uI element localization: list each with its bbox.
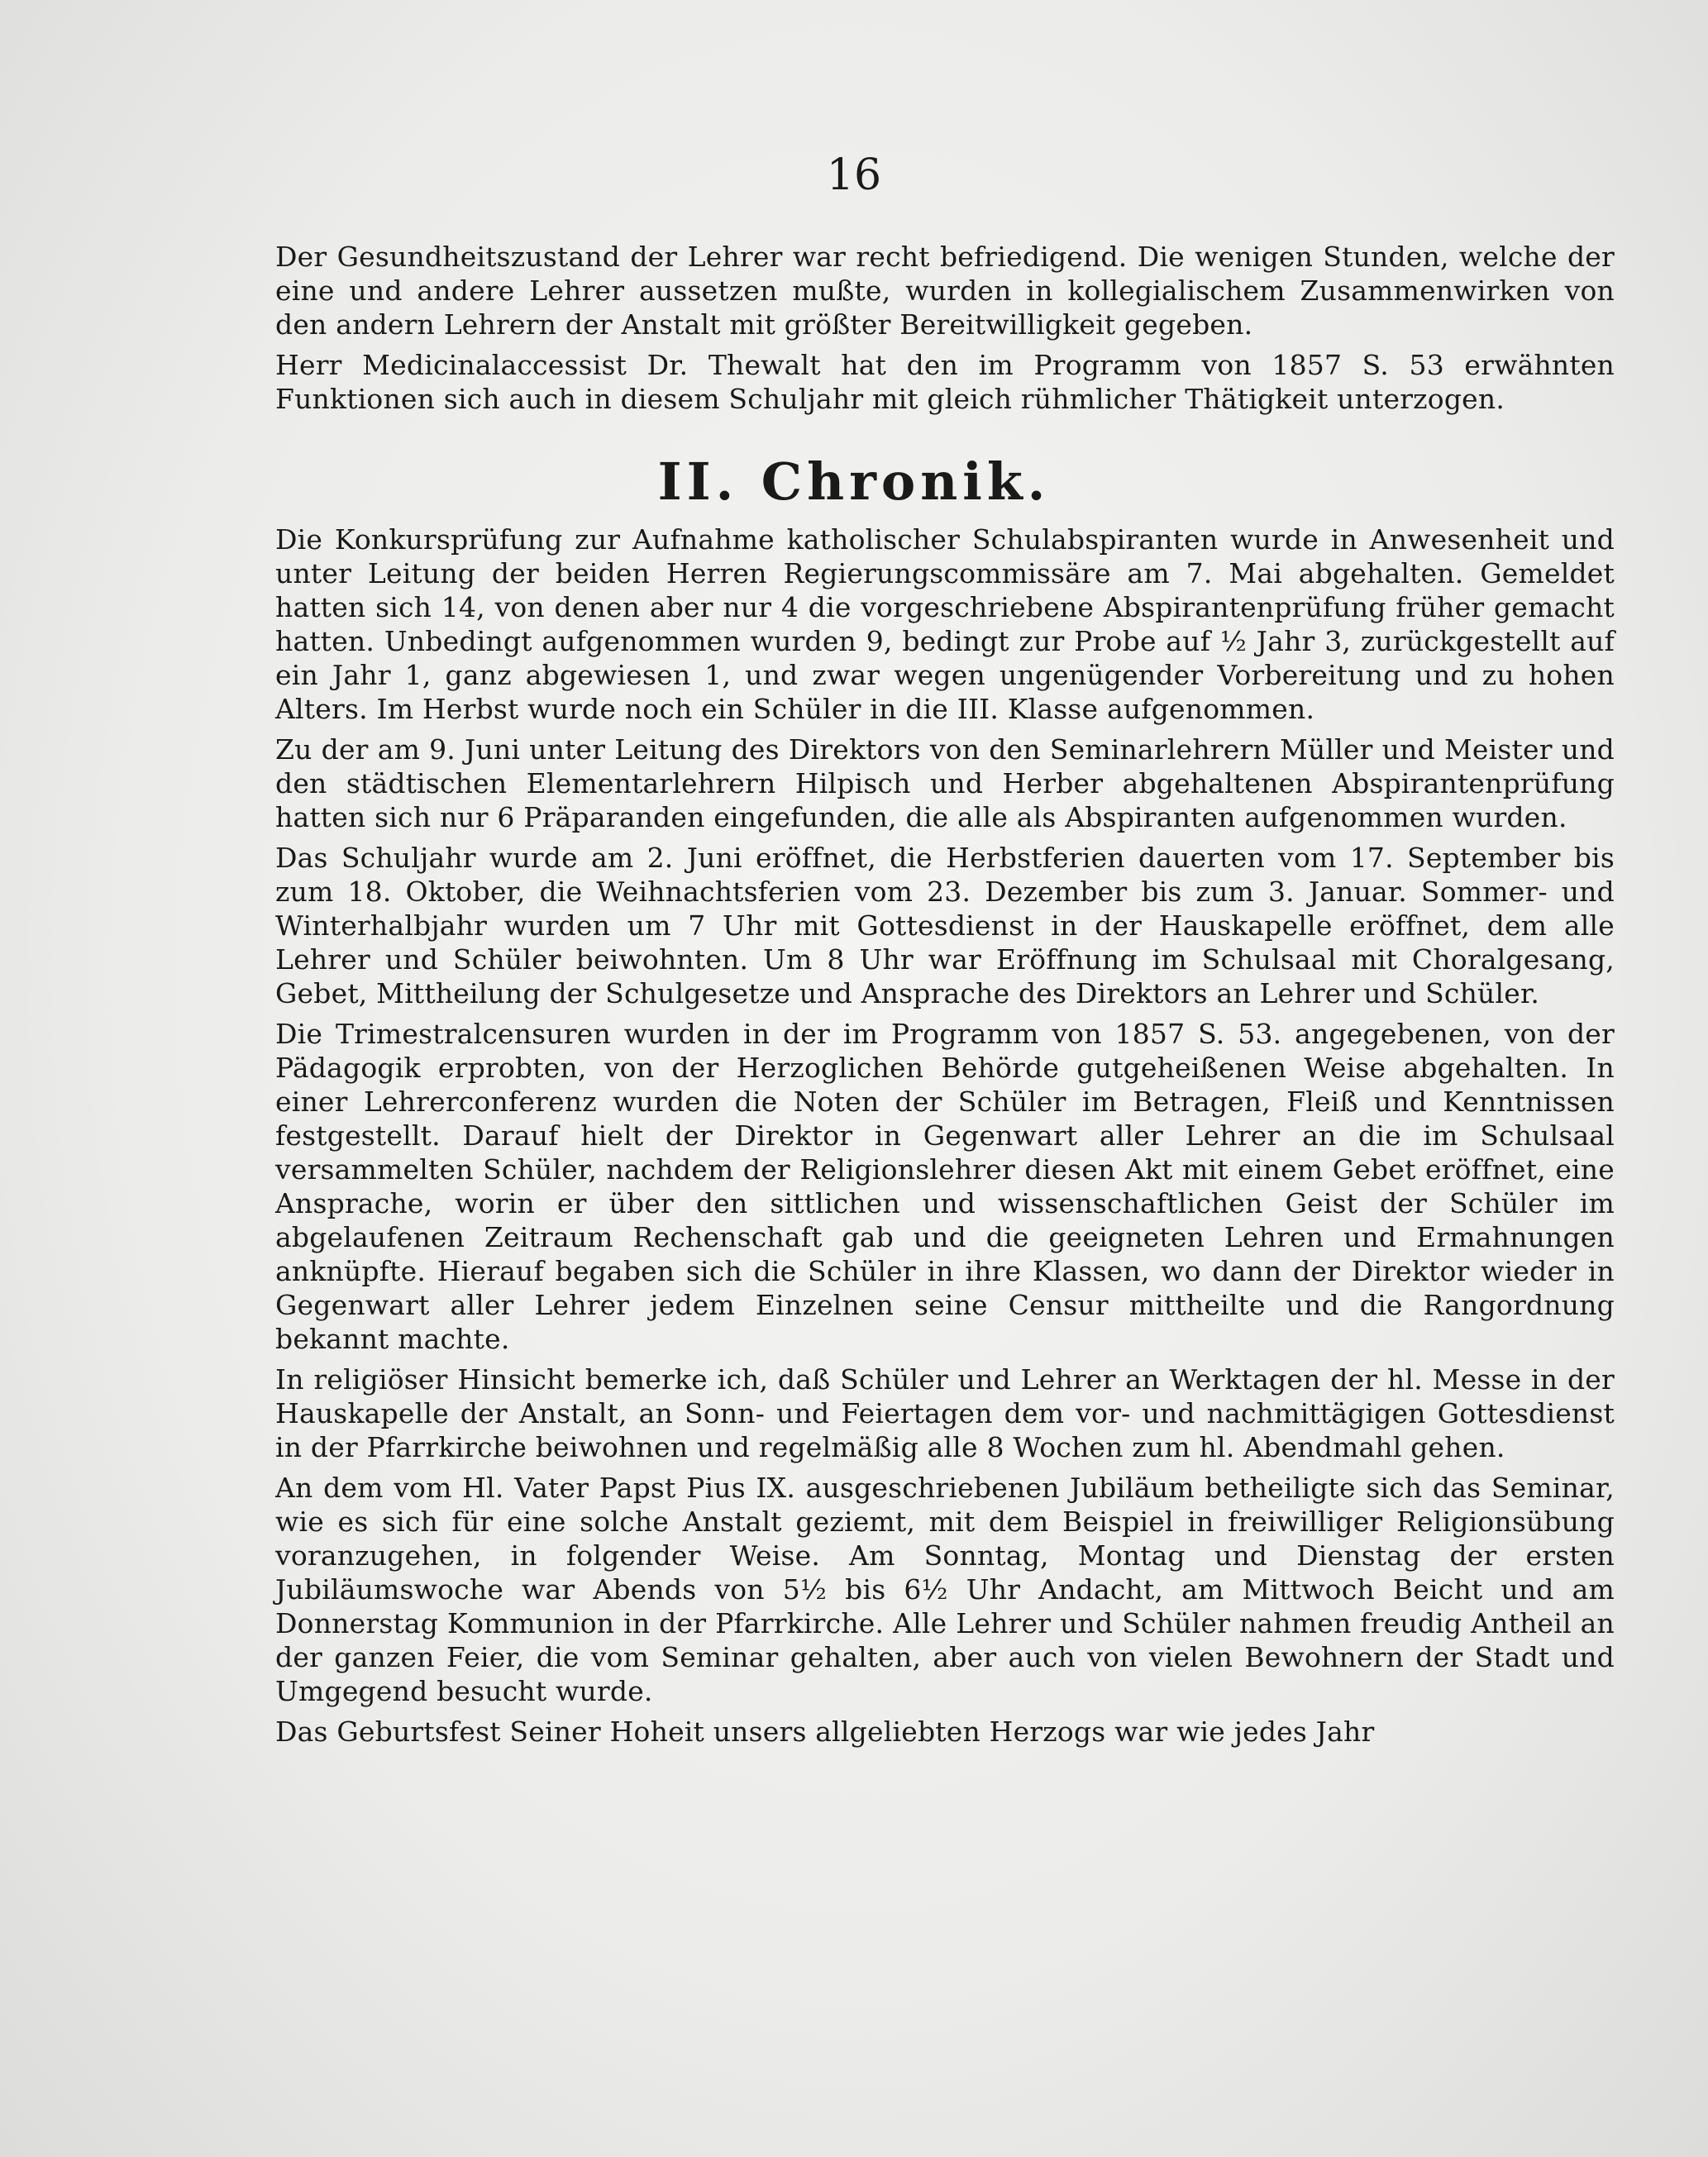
paragraph: Das Schuljahr wurde am 2. Juni eröffnet, die Herbstferien dauerten vom 17. September bis zum 18. Oktober, die Weihnachtsferien vom 23. Dezember bis zum 3. Januar. Sommer- und Winterhalbjahr wurden um 7 Uhr mit Gottesdienst in der Hauskapelle eröffnet, dem alle Lehrer und Schüler beiwohnten. Um 8 Uhr war Eröffnung im Schulsaal mit Choralgesang, Gebet, Mittheilung der Schulgesetze und Ansprache des Direktors an Lehrer und Schüler. — [275, 842, 1615, 1009]
text-block-top — [275, 240, 1615, 416]
paragraph: Die Trimestralcensuren wurden in der im Programm von 1857 S. 53. angegebenen, von der Pädagogik erprobten, von der Herzoglichen Behörde gutgeheißenen Weise abgehalten. In einer Lehrerconferenz wurden die Noten der Schüler im Betragen, Fleiß und Kenntnissen festgestellt. Darauf hielt der Direktor in Gegenwart aller Lehrer an die im Schulsaal versammelten Schüler, nachdem der Religionslehrer diesen Akt mit einem Gebet eröffnet, eine Ansprache, worin er über den sittlichen und wissenschaftlichen Geist der Schüler im abgelaufenen Zeitraum Rechenschaft gab und die geeigneten Lehren und Ermahnungen anknüpfte. Hierauf begaben sich die Schüler in ihre Klassen, wo dann der Direktor wieder in Gegenwart aller Lehrer jedem Einzelnen seine Censur mittheilte und die Rangordnung bekannt machte. — [275, 1018, 1615, 1355]
paragraph: Herr Medicinalaccessist Dr. Thewalt hat den im Programm von 1857 S. 53 erwähnten Funktionen sich auch in diesem Schuljahr mit gleich rühmlicher Thätigkeit unterzogen. — [275, 349, 1615, 415]
paragraph: In religiöser Hinsicht bemerke ich, daß Schüler und Lehrer an Werktagen der hl. Messe in der Hauskapelle der Anstalt, an Sonn- und Feiertagen dem vor- und nachmittägigen Gottesdienst in der Pfarrkirche beiwohnen und regelmäßig alle 8 Wochen zum hl. Abendmahl gehen. — [275, 1363, 1615, 1463]
paragraph: Die Konkursprüfung zur Aufnahme katholischer Schulabspiranten wurde in Anwesenheit und unter Leitung der beiden Herren Regierungscommissäre am 7. Mai abgehalten. Gemeldet hatten sich 14, von denen aber nur 4 die vorgeschriebene Abspirantenprüfung früher gemacht hatten. Unbedingt aufgenommen wurden 9, bedingt zur Probe auf ½ Jahr 3, zurückgestellt auf ein Jahr 1, ganz abgewiesen 1, und zwar wegen ungenügender Vorbereitung und zu hohen Alters. Im Herbst wurde noch ein Schüler in die III. Klasse aufgenommen. — [275, 523, 1615, 725]
page-number: 16 — [826, 150, 882, 200]
paragraph: Das Geburtsfest Seiner Hoheit unsers allgeliebten Herzogs war wie jedes Jahr — [275, 1716, 1375, 1748]
section-heading: II. Chronik. — [657, 451, 1051, 512]
paragraph: Der Gesundheitszustand der Lehrer war recht befriedigend. Die wenigen Stunden, welche der eine und andere Lehrer aussetzen mußte, wurden in kollegialischem Zusammenwirken von den andern Lehrern der Anstalt mit größter Bereitwilligkeit gegeben. — [275, 241, 1615, 341]
text-block-chronik — [275, 523, 1615, 1749]
paragraph: Zu der am 9. Juni unter Leitung des Direktors von den Seminarlehrern Müller und Meister und den städtischen Elementarlehrern Hilpisch und Herber abgehaltenen Abspirantenprüfung hatten sich nur 6 Präparanden eingefunden, die alle als Abspiranten aufgenommen wurden. — [275, 733, 1615, 833]
paragraph: An dem vom Hl. Vater Papst Pius IX. ausgeschriebenen Jubiläum betheiligte sich das Seminar, wie es sich für eine solche Anstalt geziemt, mit dem Beispiel in freiwilliger Religionsübung voranzugehen, in folgender Weise. Am Sonntag, Montag und Dienstag der ersten Jubiläumswoche war Abends von 5½ bis 6½ Uhr Andacht, am Mittwoch Beicht und am Donnerstag Kommunion in der Pfarrkirche. Alle Lehrer und Schüler nahmen freudig Antheil an der ganzen Feier, die vom Seminar gehalten, aber auch von vielen Bewohnern der Stadt und Umgegend besucht wurde. — [275, 1472, 1615, 1707]
